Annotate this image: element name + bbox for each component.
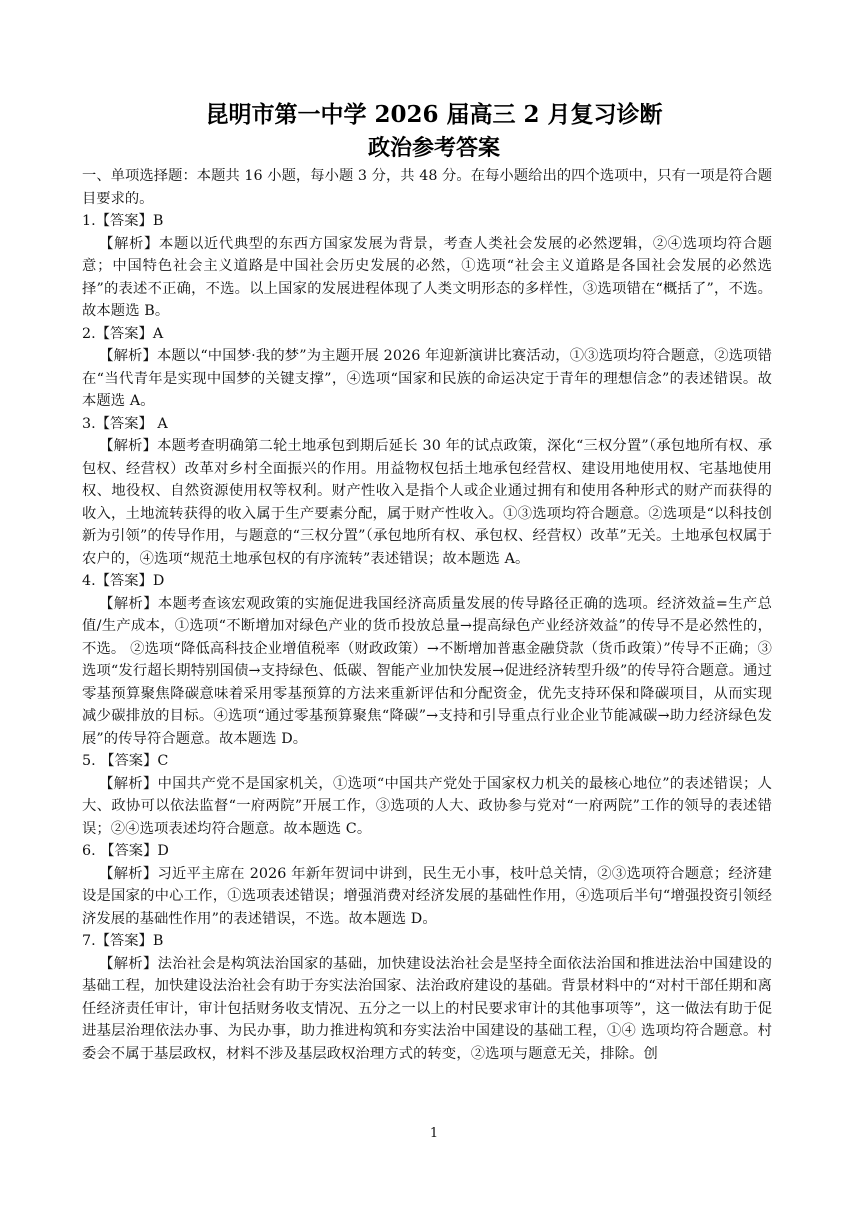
answer-line: 4.【答案】D (82, 573, 165, 589)
analysis-paragraph: 【解析】中国共产党不是国家机关，①选项“中国共产党处于国家权力机关的最核心地位”的表述错误；人大、政协可以依法监督“一府两院”开展工作，③选项的人大、政协参与党对“一府两院”工作的领导的表述错误；②④选项表述均符合题意。故本题选 C。 (82, 775, 772, 837)
answer-line: 3.【答案】 A (82, 415, 168, 432)
answer-line: 5. 【答案】C (82, 753, 169, 769)
analysis-paragraph: 【解析】法治社会是构筑法治国家的基础，加快建设法治社会是坚持全面依法治国和推进法治中国建设的基础工程，加快建设法治社会有助于夯实法治国家、法治政府建设的基础。背景材料中的“对村干部任期和离任经济责任审计，审计包括财务收支情况、五分之一以上的村民要求审计的其他事项等”，这一做法有助于促进基层治理依法办事、为民办事，助力推进构筑和夯实法治中国建设的基础工程，①④ 选项均符合题意。村委会不属于基层政权，材料不涉及基层政权治理方式的转变，②选项与题意无关，排除。创 (82, 955, 772, 1062)
analysis-paragraph: 【解析】本题以“中国梦·我的梦”为主题开展 2026 年迎新演讲比赛活动，①③选项均符合题意，②选项错在“当代青年是实现中国梦的关键支撑”，④选项“国家和民族的命运决定于青年的理想信念”的表述错误。故本题选 A。 (82, 348, 772, 409)
page-number: 1 (429, 1126, 439, 1141)
answer-line: 7.【答案】B (82, 933, 164, 949)
answer-line: 1.【答案】B (82, 213, 164, 229)
analysis-paragraph: 【解析】本题以近代典型的东西方国家发展为背景，考查人类社会发展的必然逻辑，②④选项均符合题意；中国特色社会主义道路是中国社会历史发展的必然，①选项“社会主义道路是各国社会发展的必然选择”的表述不正确，不选。以上国家的发展进程体现了人类文明形态的多样性，③选项错在“概括了”，不选。故本题选 B。 (82, 235, 772, 319)
document-body (82, 165, 772, 1065)
analysis-paragraph: 【解析】习近平主席在 2026 年新年贺词中讲到，民生无小事，枝叶总关情，②③选项符合题意；经济建设是国家的中心工作，①选项表述错误；增强消费对经济发展的基础性作用，④选项后半句“增强投资引领经济发展的基础性作用”的表述错误，不选。故本题选 D。 (82, 865, 772, 927)
document-title: 昆明市第一中学 2026 届高三 2 月复习诊断 (205, 101, 663, 128)
analysis-paragraph: 【解析】本题考查明确第二轮土地承包到期后延长 30 年的试点政策，深化“三权分置”（承包地所有权、承包权、经营权）改革对乡村全面振兴的作用。用益物权包括土地承包经营权、建设用地使用权、宅基地使用权、地役权、自然资源使用权等权利。财产性收入是指个人或企业通过拥有和使用各种形式的财产而获得的收入，土地流转获得的收入属于生产要素分配，属于财产性收入。①③选项均符合题意。②选项是“以科技创新为引领”的传导作用，与题意的“三权分置”（承包地所有权、承包权、经营权）改革”无关。土地承包权属于农户的，④选项“规范土地承包权的有序流转”表述错误；故本题选 A。 (82, 438, 772, 567)
section-heading: 一、单项选择题：本题共 16 小题，每小题 3 分，共 48 分。在每小题给出的四个选项中，只有一项是符合题目要求的。 (82, 168, 772, 207)
answer-line: 2.【答案】A (82, 325, 164, 342)
answer-line: 6. 【答案】D (82, 843, 169, 859)
document-subtitle: 政治参考答案 (367, 135, 500, 161)
analysis-paragraph: 【解析】本题考查该宏观政策的实施促进我国经济高质量发展的传导路径正确的选项。经济效益=生产总值/生产成本，①选项“不断增加对绿色产业的货币投放总量→提高绿色产业经济效益”的传导不是必然性的，不选。 ②选项“降低高科技企业增值税率（财政政策）→不断增加普惠金融贷款（货币政策）”传导不正确；③选项“发行超长期特别国债→支持绿色、低碳、智能产业加快发展→促进经济转型升级”的传导符合题意。通过零基预算聚焦降碳意味着采用零基预算的方法来重新评估和分配资金，优先支持环保和降碳项目，从而实现减少碳排放的目标。④选项“通过零基预算聚焦“降碳”→支持和引导重点行业企业节能减碳→助力经济绿色发展”的传导符合题意。故本题选 D。 (82, 595, 772, 747)
